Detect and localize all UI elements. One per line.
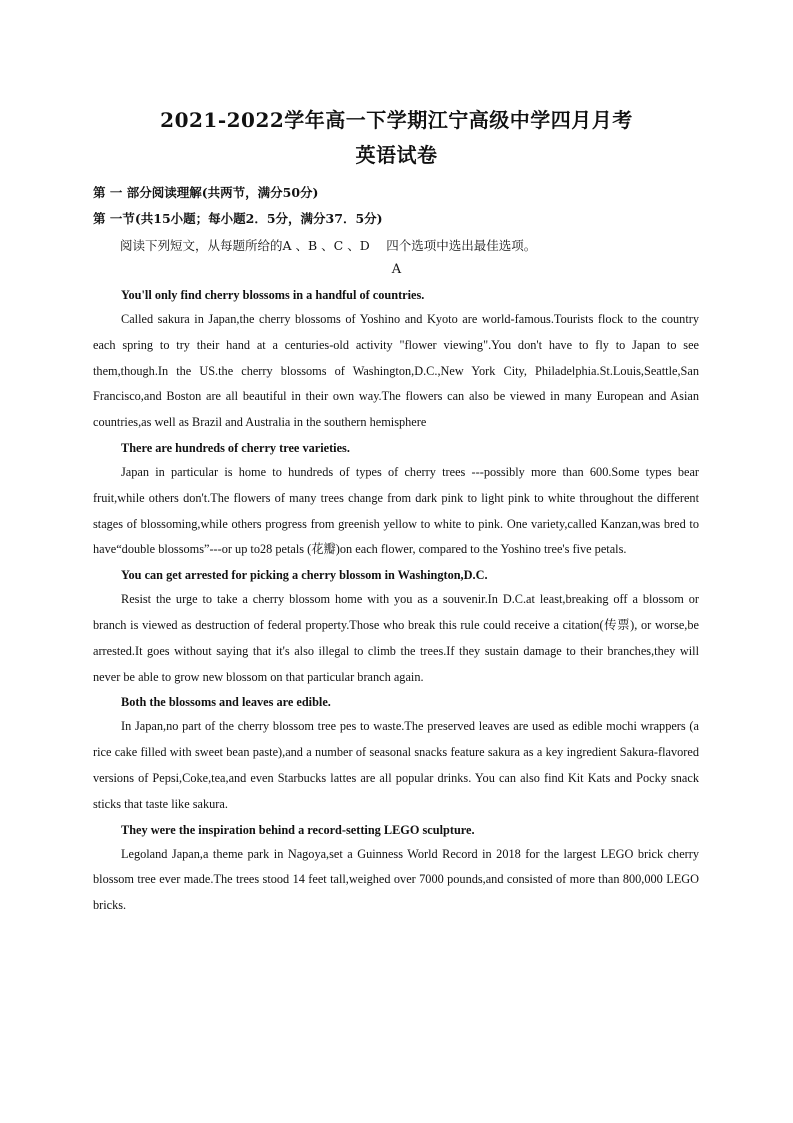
block-heading: Both the blossoms and leaves are edible. xyxy=(121,695,331,710)
block-paragraph: Japan in particular is home to hundreds of types of cherry trees ---possibly more than 600.Some types bear fruit,while others don't.The flowers of many trees change from dark pink to light pink to white throughout the different stages of blossoming,while others progress from greenish yellow to white to pink. One variety,called Kanzan,was bred to have“double blossoms”---or up to28 petals (花瓣)on each flower, compared to the Yoshino tree's five petals. xyxy=(93,464,699,557)
passage-label: A xyxy=(391,262,402,277)
block-heading: There are hundreds of cherry tree varieties. xyxy=(121,440,350,455)
section-heading: 第 一 部分阅读理解(共两节，满分50分) xyxy=(93,185,319,200)
exam-subject-title: 英语试卷 xyxy=(355,143,438,167)
passage-body xyxy=(93,283,699,919)
block-heading: They were the inspiration behind a record-setting LEGO sculpture. xyxy=(121,822,475,837)
block-paragraph: Resist the urge to take a cherry blossom home with you as a souvenir.In D.C.at least,breaking off a blossom or branch is viewed as destruction of federal property.Those who break this rule could receive a citation(传票), or worse,be arrested.It goes without saying that it's also illegal to climb the trees.If they sustain damage to their branches,they will never be able to grow new blossom on that particular branch again. xyxy=(93,592,699,684)
block-paragraph: In Japan,no part of the cherry blossom tree pes to waste.The preserved leaves are used as edible mochi wrappers (a rice cake filled with sweet bean paste),and a number of seasonal snacks feature sakura as a key ingredient Sakura-flavored versions of Pepsi,Coke,tea,and even Starbucks lattes are all popular drinks. You can also find Kit Kats and Pocky snack sticks that taste like sakura. xyxy=(93,719,699,811)
exam-title: 2021-2022学年高一下学期江宁高级中学四月月考 xyxy=(160,108,633,132)
block-paragraph: Legoland Japan,a theme park in Nagoya,set a Guinness World Record in 2018 for the largest LEGO brick cherry blossom tree ever made.The trees stood 14 feet tall,weighed over 7000 pounds,and consisted of more than 800,000 LEGO bricks. xyxy=(93,846,699,913)
block-paragraph: Called sakura in Japan,the cherry blossoms of Yoshino and Kyoto are world-famous.Tourists flock to the country each spring to try their hand at a centuries-old activity "flower viewing".You don't have to fly to Japan to see them,though.In the US.the cherry blossoms of Washington,D.C.,New York City, Philadelphia.St.Louis,Seattle,San Francisco,and Boston are all beautiful in their own way.The flowers can also be viewed in many European and Asian countries,as well as Brazil and Australia in the southern hemisphere xyxy=(93,312,699,430)
subsection-heading: 第 一节(共15小题；每小题2．5分，满分37．5分) xyxy=(93,211,383,226)
block-heading: You'll only find cherry blossoms in a handful of countries. xyxy=(121,288,425,302)
block-heading: You can get arrested for picking a cherry blossom in Washington,D.C. xyxy=(121,568,488,583)
instructions: 阅读下列短文，从每题所给的A 、B 、C 、D 四个选项中选出最佳选项。 xyxy=(120,238,537,253)
